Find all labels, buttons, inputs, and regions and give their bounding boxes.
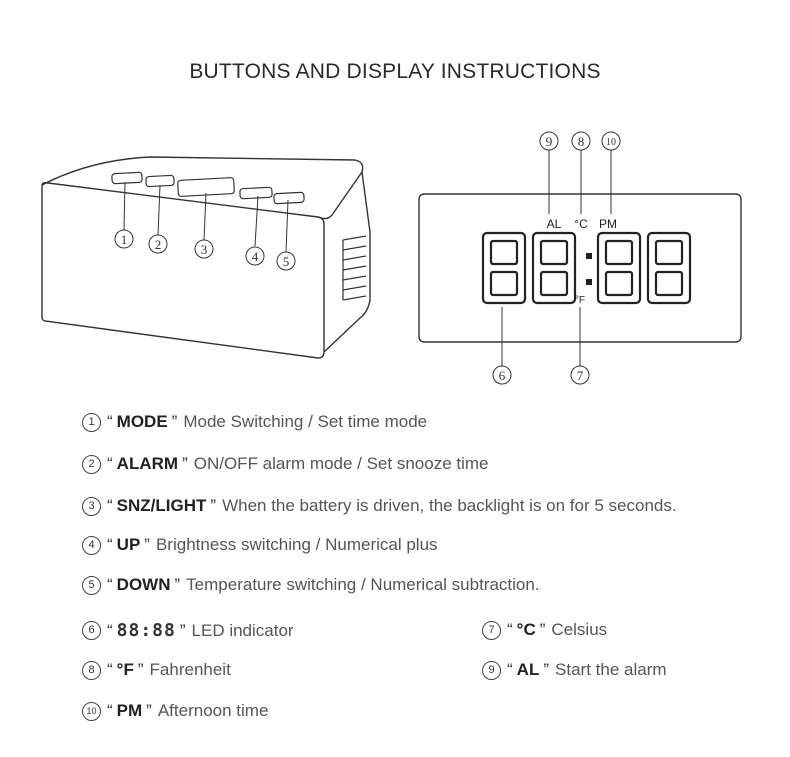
led-digit — [598, 233, 640, 303]
svg-text:5: 5 — [282, 254, 290, 269]
legend-item-alarm — [82, 454, 489, 474]
led-digit-outline — [598, 233, 640, 303]
legend-number: 10 — [82, 702, 101, 721]
legend-number: 2 — [82, 455, 101, 474]
callout-9 — [540, 132, 558, 150]
led-digit — [533, 233, 575, 303]
led-digit-outline — [648, 233, 690, 303]
close-quote: ” — [210, 496, 217, 515]
open-quote: “ — [107, 701, 113, 720]
legend-key: UP — [116, 535, 141, 554]
close-quote: ” — [174, 575, 181, 594]
legend-number: 9 — [482, 661, 501, 680]
legend-item-pm — [82, 701, 268, 721]
legend-description: Temperature switching / Numerical subtraction. — [186, 575, 540, 594]
close-quote: ” — [146, 701, 152, 720]
legend-key: °C — [516, 620, 536, 639]
up-button — [240, 187, 272, 199]
legend-key: ALARM — [116, 454, 179, 473]
open-quote: “ — [107, 496, 113, 515]
legend-item-led — [82, 620, 294, 641]
legend-key: MODE — [116, 412, 168, 431]
led-digit — [648, 233, 690, 303]
led-digit-upper-hole — [606, 241, 632, 264]
open-quote: “ — [107, 454, 113, 473]
legend-key: DOWN — [116, 575, 171, 594]
svg-text:8: 8 — [577, 134, 585, 149]
fahrenheit-indicator: °F — [574, 295, 586, 306]
svg-text:9: 9 — [545, 134, 553, 149]
legend-description: When the battery is driven, the backlight is on for 5 seconds. — [222, 496, 677, 515]
led-digit-lower-hole — [491, 272, 517, 295]
legend-number: 8 — [82, 661, 101, 680]
legend-number: 5 — [82, 576, 101, 595]
led-digit-upper-hole — [541, 241, 567, 264]
callout-10 — [602, 132, 620, 150]
svg-text:3: 3 — [200, 242, 208, 257]
led-digit-upper-hole — [656, 241, 682, 264]
legend-description: Brightness switching / Numerical plus — [155, 535, 438, 554]
svg-text:7: 7 — [576, 368, 584, 383]
close-quote: ” — [182, 454, 188, 473]
button-callouts — [115, 230, 295, 270]
led-digit-outline — [533, 233, 575, 303]
close-quote: ” — [144, 535, 150, 554]
speaker-vents — [343, 236, 366, 300]
top-buttons — [112, 172, 304, 204]
open-quote: “ — [507, 620, 513, 639]
callout-2 — [149, 235, 167, 253]
svg-text:10: 10 — [606, 137, 616, 148]
legend-number: 7 — [482, 621, 501, 640]
led-digit-upper-hole — [491, 241, 517, 264]
led-digit-lower-hole — [541, 272, 567, 295]
led-digit-outline — [483, 233, 525, 303]
legend-number: 1 — [82, 413, 101, 432]
close-quote: ” — [179, 620, 186, 640]
legend-description: Start the alarm — [555, 660, 667, 679]
open-quote: “ — [107, 660, 113, 679]
open-quote: “ — [107, 412, 113, 431]
legend-item-snz-light — [82, 496, 677, 516]
legend-key: AL — [516, 660, 540, 679]
celsius-indicator: °C — [574, 217, 588, 231]
legend-item-up — [82, 535, 438, 555]
legend-key: °F — [116, 660, 134, 679]
led-digits — [483, 233, 690, 303]
close-quote: ” — [171, 412, 178, 431]
legend-key: 88:88 — [116, 620, 176, 641]
legend-description: Mode Switching / Set time mode — [183, 412, 428, 431]
legend-item-celsius — [482, 620, 607, 640]
down-button — [274, 192, 304, 204]
al-indicator: AL — [546, 217, 562, 231]
callout-7 — [571, 366, 589, 384]
open-quote: “ — [107, 535, 113, 554]
legend-key: PM — [116, 701, 143, 720]
mode-button — [112, 172, 142, 184]
led-colon — [586, 253, 592, 285]
svg-text:1: 1 — [120, 232, 128, 247]
legend-number: 3 — [82, 497, 101, 516]
led-digit — [483, 233, 525, 303]
legend-key: SNZ/LIGHT — [116, 496, 207, 515]
legend-item-al — [482, 660, 667, 680]
close-quote: ” — [543, 660, 550, 679]
pm-indicator: PM — [599, 217, 617, 231]
legend-description: ON/OFF alarm mode / Set snooze time — [193, 454, 489, 473]
callout-4 — [246, 247, 264, 265]
legend-description: Afternoon time — [157, 701, 269, 720]
legend-description: Celsius — [551, 620, 608, 639]
svg-text:6: 6 — [498, 368, 506, 383]
close-quote: ” — [539, 620, 546, 639]
open-quote: “ — [507, 660, 513, 679]
open-quote: “ — [107, 620, 113, 640]
led-digit-lower-hole — [606, 272, 632, 295]
svg-text:2: 2 — [154, 237, 162, 252]
legend-item-mode — [82, 412, 427, 432]
legend-number: 4 — [82, 536, 101, 555]
legend-description: Fahrenheit — [149, 660, 231, 679]
svg-text:4: 4 — [251, 249, 259, 264]
callout-3 — [195, 240, 213, 258]
legend-item-down — [82, 575, 540, 595]
led-digit-lower-hole — [656, 272, 682, 295]
callout-1 — [115, 230, 133, 248]
close-quote: ” — [137, 660, 144, 679]
legend-item-fahrenheit — [82, 660, 231, 680]
display-callouts — [493, 132, 620, 384]
callout-6 — [493, 366, 511, 384]
legend-number: 6 — [82, 621, 101, 640]
page-title: BUTTONS AND DISPLAY INSTRUCTIONS — [189, 60, 601, 83]
legend-description: LED indicator — [191, 620, 294, 640]
callout-8 — [572, 132, 590, 150]
callout-5 — [277, 252, 295, 270]
open-quote: “ — [107, 575, 113, 594]
